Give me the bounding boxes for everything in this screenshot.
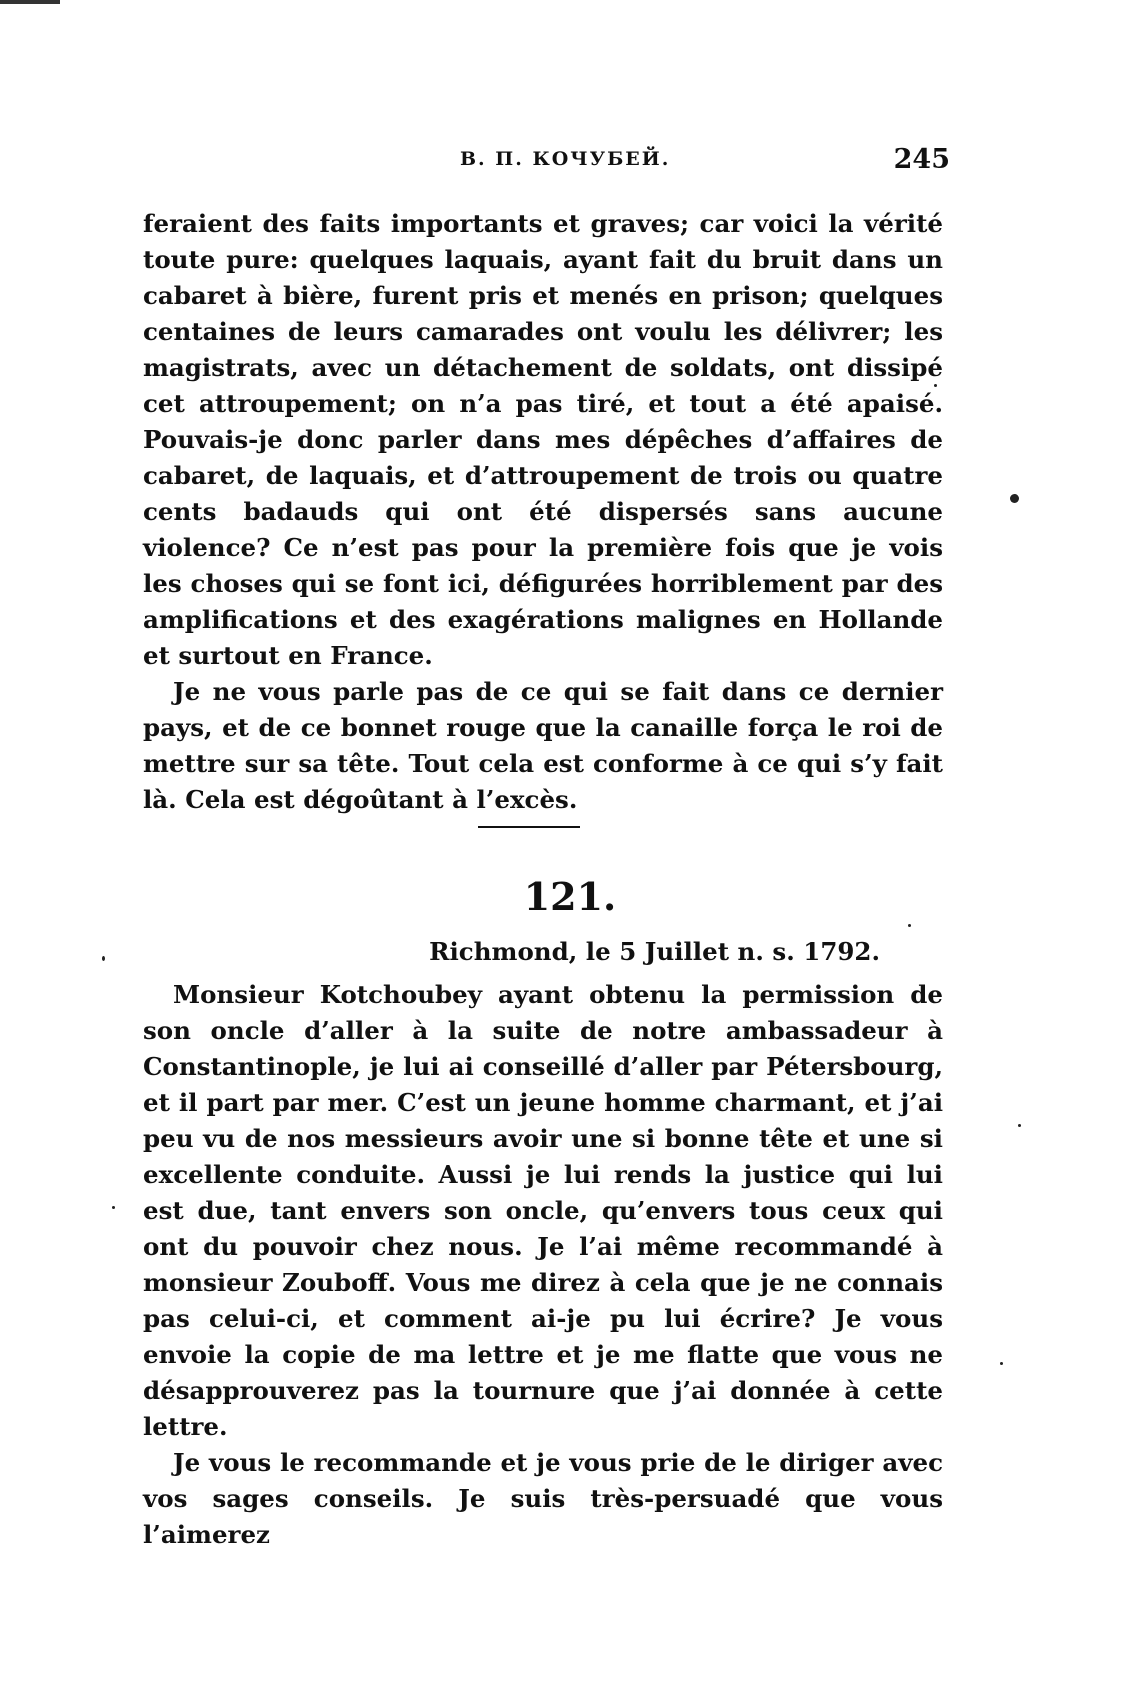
text-block-letter	[143, 977, 943, 1553]
text-block-previous-letter	[143, 206, 943, 818]
paragraph: Je vous le recommande et je vous prie de le diriger avec vos sages conseils. Je suis très-persuadé que vous l’aimerez	[143, 1448, 943, 1549]
page-number: 245	[893, 144, 950, 175]
paragraph-continued: feraient des faits importants et graves; car voici la vérité toute pure: quelques laquais, ayant fait du bruit dans un cabaret à bière, furent pris et menés en prison; quelques centaines de leurs camarades ont voulu les délivrer; les magistrats, avec un détachement de soldats, ont dissipé cet attroupement; on n’a pas tiré, et tout a été apaisé. Pouvais-je donc parler dans mes dépêches d’affaires de cabaret, de laquais, et d’attroupement de trois ou quatre cents badauds qui ont été dispersés sans aucune violence? Ce n’est pas pour la première fois que je vois les choses qui se font ici, défigurées horriblement par des amplifications et des exagérations malignes en Hollande et surtout en France.	[143, 209, 943, 670]
scan-speck	[1018, 1124, 1021, 1127]
page-header	[140, 144, 950, 184]
scan-speck	[1010, 494, 1019, 503]
section-divider	[478, 826, 580, 828]
scan-speck	[908, 924, 911, 927]
scan-speck	[102, 956, 105, 961]
paragraph: Monsieur Kotchoubey ayant obtenu la permission de son oncle d’aller à la suite de notre ambassadeur à Constantinople, je lui ai conseillé d’aller par Pétersbourg, et il part par mer. C’est un jeune homme charmant, et j’ai peu vu de nos messieurs avoir une si bonne tête et une si excellente conduite. Aussi je lui rends la justice qui lui est due, tant envers son oncle, qu’envers tous ceux qui ont du pouvoir chez nous. Je l’ai même recommandé à monsieur Zouboff. Vous me direz à cela que je ne connais pas celui-ci, et comment ai-je pu lui écrire? Je vous envoie la copie de ma lettre et je me flatte que vous ne désapprouverez pas la tournure que j’ai donnée à cette lettre.	[143, 980, 943, 1441]
running-head: В. П. КОЧУБЕЙ.	[460, 148, 671, 170]
scan-speck	[112, 1206, 115, 1209]
scan-speck	[1000, 1362, 1003, 1365]
scan-speck	[934, 384, 937, 387]
letter-dateline: Richmond, le 5 Juillet n. s. 1792.	[429, 937, 880, 966]
letter-number: 121.	[523, 874, 617, 919]
scan-artifact	[0, 0, 60, 4]
paragraph: Je ne vous parle pas de ce qui se fait dans ce dernier pays, et de ce bonnet rouge que la canaille força le roi de mettre sur sa tête. Tout cela est conforme à ce qui s’y fait là. Cela est dégoûtant à l’excès.	[143, 677, 943, 814]
